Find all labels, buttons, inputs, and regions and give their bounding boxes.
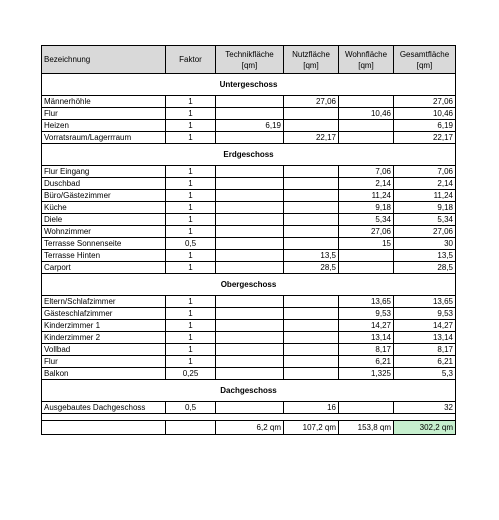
technik-cell bbox=[216, 262, 284, 274]
table-row bbox=[42, 96, 456, 108]
gesamt-cell: 10,46 bbox=[394, 108, 456, 120]
table-row bbox=[42, 190, 456, 202]
nutz-cell bbox=[284, 214, 339, 226]
table-row bbox=[42, 166, 456, 178]
totals-row bbox=[42, 421, 456, 435]
wohn-cell: 1,325 bbox=[339, 368, 394, 380]
table-row bbox=[42, 120, 456, 132]
total-gesamt: 302,2 qm bbox=[394, 421, 456, 435]
section-title: Untergeschoss bbox=[42, 74, 456, 96]
wohn-cell: 2,14 bbox=[339, 178, 394, 190]
col-header-technik bbox=[216, 46, 284, 74]
table-row bbox=[42, 226, 456, 238]
room-name-cell: Männerhöhle bbox=[42, 96, 166, 108]
totals-label-cell bbox=[42, 421, 166, 435]
totals-faktor-cell bbox=[166, 421, 216, 435]
col-header-nutz-label: Nutzfläche bbox=[292, 49, 330, 59]
col-header-gesamt-label: Gesamtfläche bbox=[399, 49, 450, 59]
gesamt-cell: 32 bbox=[394, 402, 456, 414]
technik-cell bbox=[216, 320, 284, 332]
faktor-cell: 1 bbox=[166, 320, 216, 332]
table-row bbox=[42, 262, 456, 274]
area-table bbox=[41, 45, 456, 435]
col-header-wohn bbox=[339, 46, 394, 74]
gesamt-cell: 9,53 bbox=[394, 308, 456, 320]
technik-cell bbox=[216, 132, 284, 144]
room-name-cell: Eltern/Schlafzimmer bbox=[42, 296, 166, 308]
col-header-technik-unit: [qm] bbox=[241, 60, 258, 70]
col-header-bezeichnung: Bezeichnung bbox=[42, 46, 166, 74]
gesamt-cell: 22,17 bbox=[394, 132, 456, 144]
room-name-cell: Kinderzimmer 1 bbox=[42, 320, 166, 332]
total-wohn: 153,8 qm bbox=[339, 421, 394, 435]
room-name-cell: Balkon bbox=[42, 368, 166, 380]
nutz-cell bbox=[284, 356, 339, 368]
gesamt-cell: 9,18 bbox=[394, 202, 456, 214]
technik-cell bbox=[216, 238, 284, 250]
col-header-nutz bbox=[284, 46, 339, 74]
table-row bbox=[42, 202, 456, 214]
nutz-cell: 22,17 bbox=[284, 132, 339, 144]
wohn-cell: 14,27 bbox=[339, 320, 394, 332]
wohn-cell: 13,65 bbox=[339, 296, 394, 308]
total-technik: 6,2 qm bbox=[216, 421, 284, 435]
gesamt-cell: 11,24 bbox=[394, 190, 456, 202]
room-name-cell: Flur bbox=[42, 356, 166, 368]
table-row bbox=[42, 356, 456, 368]
wohn-cell: 6,21 bbox=[339, 356, 394, 368]
wohn-cell: 10,46 bbox=[339, 108, 394, 120]
gesamt-cell: 5,34 bbox=[394, 214, 456, 226]
faktor-cell: 1 bbox=[166, 344, 216, 356]
gesamt-cell: 13,65 bbox=[394, 296, 456, 308]
section-title: Erdgeschoss bbox=[42, 144, 456, 166]
gesamt-cell: 2,14 bbox=[394, 178, 456, 190]
gesamt-cell: 6,19 bbox=[394, 120, 456, 132]
gesamt-cell: 6,21 bbox=[394, 356, 456, 368]
faktor-cell: 1 bbox=[166, 308, 216, 320]
room-name-cell: Terrasse Sonnenseite bbox=[42, 238, 166, 250]
wohn-cell: 8,17 bbox=[339, 344, 394, 356]
technik-cell bbox=[216, 344, 284, 356]
faktor-cell: 1 bbox=[166, 202, 216, 214]
gesamt-cell: 30 bbox=[394, 238, 456, 250]
section-header-row bbox=[42, 274, 456, 296]
wohn-cell: 9,53 bbox=[339, 308, 394, 320]
col-header-technik-label: Technikfläche bbox=[225, 49, 274, 59]
gesamt-cell: 27,06 bbox=[394, 226, 456, 238]
technik-cell bbox=[216, 308, 284, 320]
technik-cell bbox=[216, 332, 284, 344]
wohn-cell bbox=[339, 132, 394, 144]
nutz-cell: 16 bbox=[284, 402, 339, 414]
section-title: Obergeschoss bbox=[42, 274, 456, 296]
nutz-cell: 28,5 bbox=[284, 262, 339, 274]
room-name-cell: Kinderzimmer 2 bbox=[42, 332, 166, 344]
room-name-cell: Flur bbox=[42, 108, 166, 120]
gesamt-cell: 13,14 bbox=[394, 332, 456, 344]
nutz-cell bbox=[284, 308, 339, 320]
technik-cell bbox=[216, 108, 284, 120]
technik-cell bbox=[216, 250, 284, 262]
nutz-cell bbox=[284, 332, 339, 344]
wohn-cell bbox=[339, 96, 394, 108]
faktor-cell: 0,5 bbox=[166, 402, 216, 414]
wohn-cell: 11,24 bbox=[339, 190, 394, 202]
table-row bbox=[42, 308, 456, 320]
gesamt-cell: 7,06 bbox=[394, 166, 456, 178]
gesamt-cell: 28,5 bbox=[394, 262, 456, 274]
nutz-cell: 27,06 bbox=[284, 96, 339, 108]
col-header-wohn-label: Wohnfläche bbox=[344, 49, 388, 59]
room-name-cell: Duschbad bbox=[42, 178, 166, 190]
faktor-cell: 1 bbox=[166, 250, 216, 262]
faktor-cell: 1 bbox=[166, 108, 216, 120]
faktor-cell: 1 bbox=[166, 132, 216, 144]
faktor-cell: 1 bbox=[166, 166, 216, 178]
technik-cell bbox=[216, 202, 284, 214]
room-name-cell: Carport bbox=[42, 262, 166, 274]
faktor-cell: 1 bbox=[166, 262, 216, 274]
nutz-cell bbox=[284, 202, 339, 214]
technik-cell bbox=[216, 214, 284, 226]
technik-cell bbox=[216, 356, 284, 368]
wohn-cell: 27,06 bbox=[339, 226, 394, 238]
col-header-gesamt bbox=[394, 46, 456, 74]
wohn-cell: 15 bbox=[339, 238, 394, 250]
nutz-cell bbox=[284, 344, 339, 356]
wohn-cell bbox=[339, 120, 394, 132]
room-name-cell: Büro/Gästezimmer bbox=[42, 190, 166, 202]
nutz-cell bbox=[284, 296, 339, 308]
gesamt-cell: 13,5 bbox=[394, 250, 456, 262]
table-row bbox=[42, 250, 456, 262]
nutz-cell bbox=[284, 320, 339, 332]
section-header-row bbox=[42, 144, 456, 166]
spacer-cell bbox=[42, 414, 456, 421]
nutz-cell bbox=[284, 190, 339, 202]
technik-cell bbox=[216, 178, 284, 190]
wohn-cell bbox=[339, 402, 394, 414]
room-name-cell: Küche bbox=[42, 202, 166, 214]
wohn-cell: 13,14 bbox=[339, 332, 394, 344]
room-name-cell: Wohnzimmer bbox=[42, 226, 166, 238]
technik-cell bbox=[216, 96, 284, 108]
technik-cell bbox=[216, 296, 284, 308]
room-name-cell: Flur Eingang bbox=[42, 166, 166, 178]
table-row bbox=[42, 132, 456, 144]
spacer-row bbox=[42, 414, 456, 421]
nutz-cell bbox=[284, 368, 339, 380]
section-header-row bbox=[42, 74, 456, 96]
gesamt-cell: 8,17 bbox=[394, 344, 456, 356]
wohn-cell: 5,34 bbox=[339, 214, 394, 226]
room-name-cell: Vollbad bbox=[42, 344, 166, 356]
technik-cell bbox=[216, 402, 284, 414]
col-header-wohn-unit: [qm] bbox=[358, 60, 374, 70]
technik-cell bbox=[216, 226, 284, 238]
nutz-cell bbox=[284, 166, 339, 178]
technik-cell bbox=[216, 166, 284, 178]
table-row bbox=[42, 402, 456, 414]
total-nutz: 107,2 qm bbox=[284, 421, 339, 435]
faktor-cell: 1 bbox=[166, 332, 216, 344]
section-title: Dachgeschoss bbox=[42, 380, 456, 402]
technik-cell bbox=[216, 190, 284, 202]
table-row bbox=[42, 108, 456, 120]
table-row bbox=[42, 320, 456, 332]
nutz-cell bbox=[284, 178, 339, 190]
table-row bbox=[42, 238, 456, 250]
faktor-cell: 1 bbox=[166, 226, 216, 238]
faktor-cell: 1 bbox=[166, 120, 216, 132]
col-header-nutz-unit: [qm] bbox=[303, 60, 319, 70]
nutz-cell: 13,5 bbox=[284, 250, 339, 262]
room-name-cell: Diele bbox=[42, 214, 166, 226]
wohn-cell bbox=[339, 250, 394, 262]
nutz-cell bbox=[284, 238, 339, 250]
room-name-cell: Heizen bbox=[42, 120, 166, 132]
table-row bbox=[42, 368, 456, 380]
faktor-cell: 1 bbox=[166, 190, 216, 202]
room-name-cell: Ausgebautes Dachgeschoss bbox=[42, 402, 166, 414]
section-header-row bbox=[42, 380, 456, 402]
col-header-faktor: Faktor bbox=[166, 46, 216, 74]
wohn-cell bbox=[339, 262, 394, 274]
faktor-cell: 1 bbox=[166, 356, 216, 368]
faktor-cell: 0,5 bbox=[166, 238, 216, 250]
table-row bbox=[42, 214, 456, 226]
wohn-cell: 9,18 bbox=[339, 202, 394, 214]
faktor-cell: 0,25 bbox=[166, 368, 216, 380]
table-row bbox=[42, 344, 456, 356]
wohn-cell: 7,06 bbox=[339, 166, 394, 178]
room-name-cell: Gästeschlafzimmer bbox=[42, 308, 166, 320]
table-row bbox=[42, 332, 456, 344]
room-name-cell: Vorratsraum/Lagerrraum bbox=[42, 132, 166, 144]
technik-cell bbox=[216, 368, 284, 380]
technik-cell: 6,19 bbox=[216, 120, 284, 132]
gesamt-cell: 5,3 bbox=[394, 368, 456, 380]
header-row bbox=[42, 46, 456, 74]
table-row bbox=[42, 296, 456, 308]
col-header-gesamt-unit: [qm] bbox=[416, 60, 433, 70]
faktor-cell: 1 bbox=[166, 178, 216, 190]
nutz-cell bbox=[284, 226, 339, 238]
gesamt-cell: 14,27 bbox=[394, 320, 456, 332]
faktor-cell: 1 bbox=[166, 214, 216, 226]
faktor-cell: 1 bbox=[166, 96, 216, 108]
nutz-cell bbox=[284, 120, 339, 132]
gesamt-cell: 27,06 bbox=[394, 96, 456, 108]
table-row bbox=[42, 178, 456, 190]
nutz-cell bbox=[284, 108, 339, 120]
room-name-cell: Terrasse Hinten bbox=[42, 250, 166, 262]
faktor-cell: 1 bbox=[166, 296, 216, 308]
